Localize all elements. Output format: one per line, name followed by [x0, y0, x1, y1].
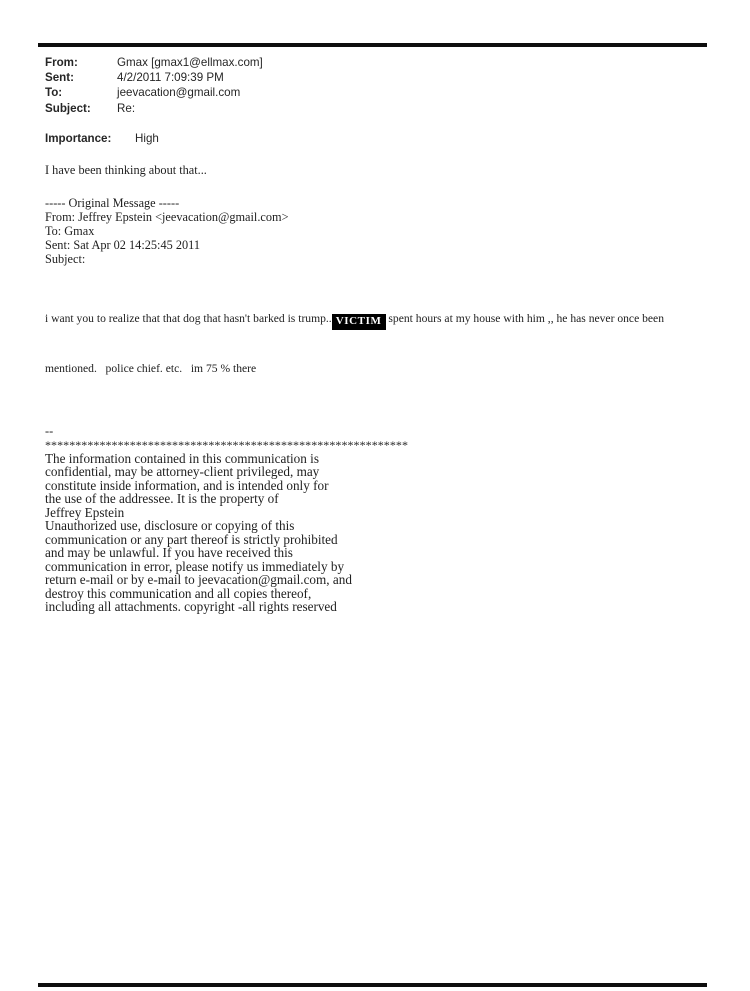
quoted-from-line: From: Jeffrey Epstein <jeevacation@gmail.com>: [45, 210, 289, 224]
disclaimer-line: communication in error, please notify us immediately by: [45, 558, 345, 574]
message-text-before-redaction: i want you to realize that that dog that hasn't barked is trump..: [45, 312, 332, 325]
sent-label: Sent:: [45, 71, 74, 85]
from-label: From:: [45, 56, 78, 69]
original-message-separator: ----- Original Message -----: [45, 196, 180, 210]
message-line-2: mentioned. police chief. etc. im 75 % there: [45, 362, 257, 375]
disclaimer-line: Jeffrey Epstein: [45, 504, 125, 520]
quoted-to-line: To: Gmax: [45, 224, 95, 238]
quoted-subject-line: Subject:: [45, 252, 86, 266]
importance-value: High: [135, 131, 159, 145]
header-row-from: [45, 55, 263, 70]
quoted-message-header: [45, 196, 705, 266]
reply-intro-text: I have been thinking about that...: [45, 163, 207, 177]
signature-separator: --: [45, 423, 54, 438]
to-label: To:: [45, 86, 63, 100]
disclaimer-line: the use of the addressee. It is the property of: [45, 491, 279, 506]
disclaimer-line: including all attachments. copyright -all rights reserved: [45, 599, 337, 614]
header-row-to: [45, 85, 263, 100]
subject-label: Subject:: [45, 101, 91, 115]
disclaimer-line: constitute inside information, and is intended only for: [45, 477, 329, 493]
bottom-page-rule: [38, 983, 707, 987]
from-value: Gmax [gmax1@ellmax.com]: [117, 56, 263, 69]
disclaimer-line: The information contained in this communication is: [45, 450, 319, 466]
email-header-block: [45, 55, 263, 146]
header-row-subject: [45, 101, 263, 116]
confidentiality-disclaimer: [45, 452, 705, 614]
email-content: [45, 163, 705, 614]
message-line-1: [45, 311, 705, 330]
to-value: jeevacation@gmail.com: [117, 86, 241, 100]
disclaimer-line: return e-mail or by e-mail to jeevacation@gmail.com, and: [45, 572, 352, 587]
quoted-sent-line: Sent: Sat Apr 02 14:25:45 2011: [45, 238, 200, 252]
asterisk-divider-line: ************************************************************: [45, 437, 408, 452]
disclaimer-line: communication or any part thereof is strictly prohibited: [45, 531, 338, 547]
disclaimer-line: confidential, may be attorney-client privileged, may: [45, 464, 320, 479]
top-page-rule: [38, 43, 707, 47]
quoted-message-body: [45, 280, 705, 408]
sent-value: 4/2/2011 7:09:39 PM: [117, 71, 224, 85]
victim-redaction-box: VICTIM: [332, 314, 386, 330]
header-row-importance: [45, 131, 263, 146]
disclaimer-line: and may be unlawful. If you have received this: [45, 545, 293, 560]
disclaimer-line: Unauthorized use, disclosure or copying of this: [45, 518, 295, 533]
header-row-sent: [45, 70, 263, 85]
message-text-after-redaction: spent hours at my house with him ,, he has never once been: [385, 312, 665, 325]
subject-value: Re:: [117, 101, 136, 115]
disclaimer-line: destroy this communication and all copies thereof,: [45, 585, 312, 601]
importance-label: Importance:: [45, 131, 112, 145]
